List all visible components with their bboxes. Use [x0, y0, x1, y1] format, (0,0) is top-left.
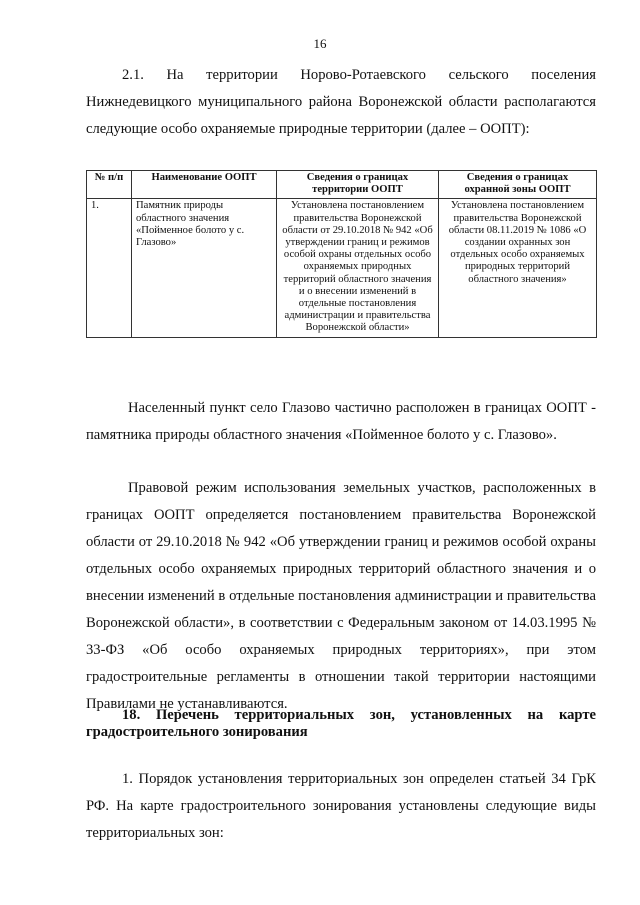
cell-name: Памятник природы областного значения «Пойменное болото у с. Глазово» [132, 199, 277, 337]
section-heading: 18. Перечень территориальных зон, установленных на карте градостроительного зонирования [86, 707, 596, 740]
table-header-row [87, 171, 597, 199]
cell-number: 1. [87, 199, 132, 337]
page-number: 16 [313, 36, 327, 51]
cell-territory: Установлена постановлением правительства Воронежской области от 29.10.2018 № 942 «Об утверждении границ и режимов особой охраны отдельных особо охраняемых природных территорий областного значения и о внесении изменений в отдельные постановления администрации и правительства Воронежской области» [277, 199, 439, 337]
header-territory: Сведения о границах территории ООПТ [277, 171, 439, 199]
cell-zone: Установлена постановлением правительства Воронежской области 08.11.2019 № 1086 «О создании охранных зон отдельных особо охраняемых природных территорий областного значения» [439, 199, 597, 337]
header-zone: Сведения о границах охранной зоны ООПТ [439, 171, 597, 199]
zones-paragraph: 1. Порядок установления территориальных зон определен статьей 34 ГрК РФ. На карте градостроительного зонирования установлены следующие виды территориальных зон: [86, 771, 596, 841]
table-row [87, 199, 597, 337]
header-number: № п/п [87, 171, 132, 199]
village-paragraph: Населенный пункт село Глазово частично расположен в границах ООПТ - памятника природы областного значения «Пойменное болото у с. Глазово». [86, 400, 596, 443]
intro-paragraph: 2.1. На территории Норово-Ротаевского сельского поселения Нижнедевицкого муниципального района Воронежской области располагаются следующие особо охраняемые природные территории (далее – ООПТ): [86, 67, 596, 137]
oopt-table [86, 170, 597, 338]
header-name: Наименование ООПТ [132, 171, 277, 199]
legal-regime-paragraph: Правовой режим использования земельных участков, расположенных в границах ООПТ определяется постановлением правительства Воронежской области от 29.10.2018 № 942 «Об утверждении границ и режимов особой охраны отдельных особо охраняемых природных территорий областного значения и о внесении изменений в отдельные постановления администрации и правительства Воронежской области», в соответствии с Федеральным законом от 14.03.1995 № 33-ФЗ «Об особо охраняемых природных территориях», при этом градостроительные регламенты в отношении такой территории настоящими Правилами не устанавливаются. [86, 480, 596, 712]
